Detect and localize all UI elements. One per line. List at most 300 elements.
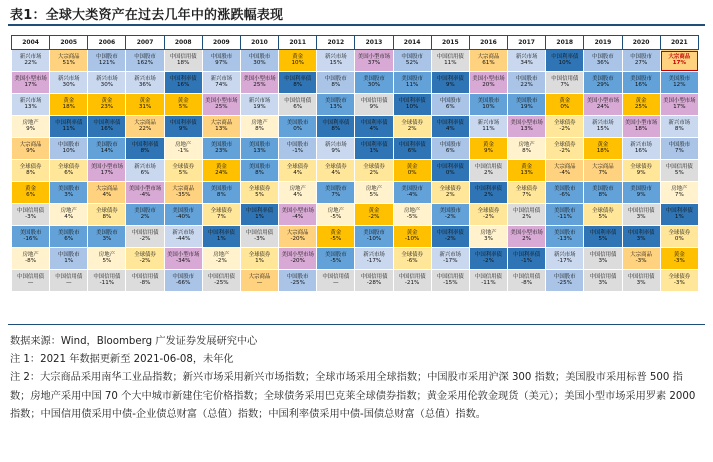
asset-return: 19% <box>253 104 266 111</box>
asset-return: 11% <box>405 82 419 89</box>
asset-name: 美国小型市场 <box>510 119 543 126</box>
asset-return: 5% <box>255 192 264 199</box>
asset-return: -2% <box>483 214 494 221</box>
asset-return: -13% <box>557 236 572 243</box>
asset-return: 3% <box>484 236 493 243</box>
asset-name: 黄金 <box>101 97 113 104</box>
footer-divider <box>8 324 705 325</box>
asset-name: 中国股市 <box>286 141 309 148</box>
asset-return: 7% <box>560 82 570 89</box>
asset-name: 美国股市 <box>248 141 271 148</box>
asset-return: -4% <box>406 192 418 199</box>
asset-cell <box>88 138 126 160</box>
notes-section <box>10 333 702 424</box>
asset-name: 中国信用债 <box>17 273 45 280</box>
asset-return: 37% <box>367 60 381 67</box>
asset-return: 17% <box>673 104 686 111</box>
asset-return: -8% <box>139 280 151 287</box>
asset-name: 中国利率债 <box>436 229 464 236</box>
asset-name: 大宗商品 <box>134 119 156 126</box>
asset-cell <box>126 94 164 116</box>
asset-cell <box>317 182 355 204</box>
asset-return: -8% <box>521 280 533 287</box>
asset-cell <box>622 138 660 160</box>
asset-cell <box>431 72 469 94</box>
asset-name: 全球债券 <box>439 185 462 192</box>
asset-cell <box>546 182 584 204</box>
year-header-2011: 2011 <box>279 36 317 50</box>
year-header-2012: 2012 <box>317 36 355 50</box>
asset-return: -5% <box>406 214 418 221</box>
asset-name: 美国股市 <box>325 185 347 192</box>
asset-return: -1% <box>292 148 304 155</box>
asset-cell <box>164 50 202 72</box>
asset-cell <box>584 270 622 292</box>
asset-name: 美国股市 <box>477 97 500 104</box>
asset-name: 黄金 <box>597 141 609 148</box>
asset-name: 全球债券 <box>57 163 80 170</box>
asset-return: 9% <box>369 104 379 111</box>
asset-return: 7% <box>522 192 532 199</box>
asset-name: 中国信用债 <box>17 207 45 214</box>
asset-return: 6% <box>26 192 36 199</box>
asset-cell <box>393 116 431 138</box>
asset-cell <box>164 116 202 138</box>
asset-cell <box>508 226 546 248</box>
asset-cell <box>508 160 546 182</box>
asset-cell <box>584 72 622 94</box>
asset-return: -2% <box>139 236 151 243</box>
asset-name: 全球债券 <box>668 273 691 280</box>
asset-cell <box>584 50 622 72</box>
asset-return: -1% <box>177 148 189 155</box>
asset-name: 黄金 <box>406 229 418 236</box>
asset-cell <box>126 116 164 138</box>
asset-cell <box>126 182 164 204</box>
asset-return: 10% <box>482 104 495 111</box>
asset-name: 黄金 <box>292 53 304 60</box>
asset-cell <box>50 138 88 160</box>
asset-cell <box>431 138 469 160</box>
asset-cell <box>546 138 584 160</box>
asset-cell <box>317 270 355 292</box>
asset-name: 新兴市场 <box>57 75 80 82</box>
asset-cell <box>202 226 240 248</box>
asset-return: 30% <box>100 82 114 89</box>
asset-cell <box>393 50 431 72</box>
asset-return: 20% <box>482 82 495 89</box>
asset-cell <box>660 160 698 182</box>
asset-name: 中国利率债 <box>398 97 426 104</box>
asset-name: 美国股市 <box>553 185 576 192</box>
asset-cell <box>12 72 50 94</box>
asset-cell <box>279 226 317 248</box>
asset-cell <box>126 270 164 292</box>
asset-cell <box>469 138 507 160</box>
asset-cell <box>469 248 507 270</box>
year-header-2007: 2007 <box>126 36 164 50</box>
asset-cell <box>660 226 698 248</box>
asset-name: 美国小型市场 <box>586 97 620 104</box>
asset-name: 中国信用债 <box>513 207 541 214</box>
asset-return: -2% <box>559 126 571 133</box>
asset-return: 36% <box>138 82 152 89</box>
asset-name: 美国股市 <box>363 75 385 82</box>
asset-name: 房地产 <box>365 185 383 192</box>
asset-return: 13% <box>520 126 533 133</box>
asset-cell <box>50 160 88 182</box>
asset-return: 8% <box>102 214 112 221</box>
asset-cell <box>355 138 393 160</box>
asset-return: 18% <box>62 104 75 111</box>
asset-cell <box>240 160 278 182</box>
asset-name: 全球债券 <box>630 163 652 170</box>
asset-name: 中国股市 <box>439 97 462 104</box>
asset-cell <box>202 138 240 160</box>
asset-name: 全球债券 <box>363 163 385 170</box>
asset-cell <box>317 50 355 72</box>
asset-name: 大宗商品 <box>668 53 691 60</box>
asset-cell <box>546 94 584 116</box>
asset-return: 16% <box>634 148 648 155</box>
asset-name: 美国小型市场 <box>281 207 314 214</box>
asset-return: 11% <box>444 60 457 67</box>
asset-name: 中国股市 <box>210 53 233 60</box>
asset-name: 大宗商品 <box>96 185 118 192</box>
asset-return: 10% <box>62 148 75 155</box>
asset-return: 3% <box>64 192 74 199</box>
asset-return: 97% <box>215 60 228 67</box>
asset-cell <box>317 248 355 270</box>
asset-return: 5% <box>178 170 188 177</box>
asset-cell <box>469 226 507 248</box>
asset-return: 9% <box>636 170 646 177</box>
asset-cell <box>202 116 240 138</box>
asset-return: 4% <box>369 126 379 133</box>
asset-return: -20% <box>290 258 305 265</box>
asset-cell <box>546 50 584 72</box>
asset-name: 房地产 <box>22 251 39 258</box>
asset-return: 3% <box>598 280 608 287</box>
asset-cell <box>279 94 317 116</box>
asset-cell <box>202 182 240 204</box>
asset-return: 19% <box>520 104 533 111</box>
asset-return: -3% <box>673 280 685 287</box>
asset-name: 中国股市 <box>630 53 652 60</box>
asset-return: 61% <box>482 60 495 67</box>
asset-name: 中国利率债 <box>207 229 235 236</box>
asset-cell <box>12 182 50 204</box>
asset-cell <box>279 204 317 226</box>
year-header-2020: 2020 <box>622 36 660 50</box>
table-row <box>12 226 699 248</box>
asset-cell <box>584 116 622 138</box>
asset-cell <box>164 72 202 94</box>
asset-name: 美国小型市场 <box>281 251 314 258</box>
asset-cell <box>393 182 431 204</box>
asset-name: 中国利率债 <box>360 141 388 148</box>
asset-cell <box>469 270 507 292</box>
asset-return: 24% <box>215 170 228 177</box>
asset-name: 中国信用债 <box>207 273 235 280</box>
asset-cell <box>546 226 584 248</box>
asset-name: 中国信用债 <box>55 273 83 280</box>
asset-cell <box>240 270 278 292</box>
asset-cell <box>622 270 660 292</box>
asset-return: 4% <box>331 170 341 177</box>
asset-name: 新兴市场 <box>515 53 538 60</box>
asset-return: 10% <box>558 60 571 67</box>
asset-cell <box>317 226 355 248</box>
table-row <box>12 160 699 182</box>
asset-name: 中国信用债 <box>322 273 350 280</box>
asset-name: 黄金 <box>559 97 571 104</box>
asset-cell <box>12 248 50 270</box>
asset-cell <box>202 270 240 292</box>
asset-cell <box>88 50 126 72</box>
data-source: 数据来源：Wind，Bloomberg 广发证券发展研究中心 <box>10 336 258 347</box>
asset-name: 房地产 <box>289 185 306 192</box>
asset-name: 美国股市 <box>210 141 233 148</box>
asset-return: -17% <box>443 258 458 265</box>
asset-cell <box>431 226 469 248</box>
asset-return: 2% <box>484 192 493 199</box>
asset-name: 黄金 <box>406 163 418 170</box>
asset-return: — <box>65 280 72 287</box>
asset-name: 美国股市 <box>553 229 576 236</box>
asset-cell <box>88 94 126 116</box>
asset-cell <box>355 226 393 248</box>
table-row <box>12 248 699 270</box>
asset-return: 24% <box>596 104 610 111</box>
asset-name: 大宗商品 <box>592 163 614 170</box>
asset-name: 新兴市场 <box>439 251 462 258</box>
asset-return: 12% <box>673 82 686 89</box>
year-header-2021: 2021 <box>660 36 698 50</box>
asset-return: 5% <box>102 258 112 265</box>
asset-return: 74% <box>215 82 228 89</box>
asset-return: 25% <box>634 104 648 111</box>
asset-cell <box>355 204 393 226</box>
asset-return: -6% <box>559 192 571 199</box>
asset-name: 全球债券 <box>553 119 576 126</box>
asset-cell <box>240 72 278 94</box>
asset-cell <box>355 248 393 270</box>
asset-return: 7% <box>331 192 341 199</box>
asset-name: 房地产 <box>251 119 268 126</box>
asset-return: -2% <box>483 258 494 265</box>
asset-cell <box>88 270 126 292</box>
asset-return: 6% <box>64 170 74 177</box>
asset-cell <box>202 72 240 94</box>
asset-name: 美国股市 <box>57 229 80 236</box>
year-header-2019: 2019 <box>584 36 622 50</box>
asset-name: 中国利率债 <box>551 53 579 60</box>
asset-cell <box>508 138 546 160</box>
asset-cell <box>240 138 278 160</box>
asset-name: 中国股市 <box>134 53 156 60</box>
asset-name: 黄金 <box>521 163 532 170</box>
asset-cell <box>240 94 278 116</box>
asset-cell <box>164 138 202 160</box>
asset-name: 中国股市 <box>96 53 118 60</box>
asset-return: -44% <box>175 236 191 243</box>
asset-return: 51% <box>62 60 75 67</box>
asset-cell <box>88 248 126 270</box>
asset-name: 美国股市 <box>96 141 118 148</box>
year-header-2009: 2009 <box>202 36 240 50</box>
asset-name: 美国股市 <box>210 185 233 192</box>
asset-name: 全球债券 <box>19 163 42 170</box>
asset-return: 52% <box>405 60 419 67</box>
asset-return: 10% <box>405 104 419 111</box>
asset-cell <box>164 182 202 204</box>
asset-name: 黄金 <box>673 251 685 258</box>
asset-return: -3% <box>673 258 685 265</box>
asset-name: 全球债券 <box>515 185 538 192</box>
asset-return: -1% <box>521 258 533 265</box>
asset-cell <box>50 94 88 116</box>
asset-name: 新兴市场 <box>363 251 385 258</box>
asset-return: -8% <box>25 258 37 265</box>
asset-return: -2% <box>139 258 151 265</box>
asset-return: -28% <box>366 280 382 287</box>
asset-return: 11% <box>482 126 495 133</box>
asset-return: -5% <box>330 258 342 265</box>
year-header-row <box>12 36 699 50</box>
asset-cell <box>164 226 202 248</box>
asset-name: 美国股市 <box>325 97 347 104</box>
asset-cell <box>317 116 355 138</box>
asset-name: 黄金 <box>139 97 151 104</box>
asset-return: 4% <box>293 170 303 177</box>
asset-cell <box>584 226 622 248</box>
asset-return: 0% <box>407 170 417 177</box>
asset-return: 3% <box>102 236 112 243</box>
asset-return: 29% <box>596 82 610 89</box>
asset-cell <box>431 270 469 292</box>
asset-return: 23% <box>100 104 114 111</box>
asset-name: 大宗商品 <box>19 141 42 148</box>
asset-return: 9% <box>484 148 493 155</box>
asset-cell <box>126 72 164 94</box>
asset-return: 9% <box>636 192 646 199</box>
asset-return: -4% <box>559 170 571 177</box>
asset-name: 中国股市 <box>553 273 576 280</box>
asset-return: 4% <box>445 126 455 133</box>
asset-return: 14% <box>100 148 114 155</box>
asset-return: -10% <box>404 236 420 243</box>
asset-name: 中国股市 <box>172 273 194 280</box>
table-row <box>12 182 699 204</box>
asset-name: 美国小型市场 <box>128 185 162 192</box>
asset-return: — <box>333 280 339 287</box>
asset-cell <box>508 204 546 226</box>
asset-name: 中国信用债 <box>169 53 197 60</box>
asset-return: 30% <box>253 60 266 67</box>
asset-cell <box>202 204 240 226</box>
asset-return: — <box>27 280 34 287</box>
asset-cell <box>393 204 431 226</box>
asset-cell <box>202 248 240 270</box>
asset-name: 中国信用债 <box>436 53 464 60</box>
asset-return: 25% <box>253 82 266 89</box>
asset-cell <box>546 72 584 94</box>
asset-name: 新兴市场 <box>210 75 233 82</box>
asset-return: 7% <box>598 170 608 177</box>
asset-return: -40% <box>175 214 191 221</box>
asset-return: 18% <box>634 126 648 133</box>
asset-cell <box>546 160 584 182</box>
asset-name: 中国信用债 <box>284 97 312 104</box>
asset-return: 8% <box>255 126 264 133</box>
asset-name: 中国利率债 <box>474 185 502 192</box>
asset-return: -17% <box>557 258 572 265</box>
asset-name: 中国信用债 <box>360 273 388 280</box>
asset-name: 黄金 <box>177 97 189 104</box>
asset-return: 3% <box>636 236 646 243</box>
asset-return: -25% <box>214 280 229 287</box>
asset-return: 25% <box>215 104 228 111</box>
asset-name: 房地产 <box>480 229 497 236</box>
asset-cell <box>508 50 546 72</box>
asset-return: 36% <box>596 60 610 67</box>
asset-name: 美国小型市场 <box>663 97 696 104</box>
asset-cell <box>584 182 622 204</box>
asset-return: 5% <box>674 170 684 177</box>
asset-name: 中国信用债 <box>398 273 426 280</box>
asset-return: 8% <box>293 82 303 89</box>
asset-name: 中国股市 <box>57 141 80 148</box>
asset-return: -21% <box>404 280 420 287</box>
asset-name: 新兴市场 <box>248 97 271 104</box>
asset-cell <box>393 226 431 248</box>
table-row <box>12 72 699 94</box>
asset-name: 中国利率债 <box>627 229 655 236</box>
asset-name: 美国股市 <box>172 207 194 214</box>
asset-cell <box>126 204 164 226</box>
asset-name: 大宗商品 <box>553 163 576 170</box>
asset-name: 中国股市 <box>668 141 691 148</box>
asset-return: 13% <box>215 126 228 133</box>
asset-cell <box>279 248 317 270</box>
asset-name: 中国信用债 <box>474 163 502 170</box>
asset-cell <box>88 182 126 204</box>
page-title: 表1：全球大类资产在过去几年中的涨跌幅表现 <box>10 8 284 23</box>
asset-cell <box>469 116 507 138</box>
asset-cell <box>126 160 164 182</box>
asset-name: 中国利率债 <box>284 75 312 82</box>
asset-name: 大宗商品 <box>477 53 500 60</box>
asset-name: 黄金 <box>63 97 75 104</box>
asset-name: 全球债券 <box>553 141 576 148</box>
asset-cell <box>12 270 50 292</box>
asset-name: 黄金 <box>215 163 227 170</box>
asset-name: 中国利率债 <box>436 119 464 126</box>
asset-name: 美国小型市场 <box>472 75 505 82</box>
asset-cell <box>393 248 431 270</box>
asset-name: 全球债券 <box>401 251 423 258</box>
asset-name: 中国利率债 <box>436 75 464 82</box>
asset-cell <box>279 138 317 160</box>
asset-cell <box>469 204 507 226</box>
asset-return: 0% <box>445 170 455 177</box>
asset-return: -15% <box>443 280 458 287</box>
year-header-2006: 2006 <box>88 36 126 50</box>
asset-return: 6% <box>140 170 150 177</box>
asset-name: 美国小型市场 <box>167 251 200 258</box>
asset-return: 22% <box>138 126 152 133</box>
